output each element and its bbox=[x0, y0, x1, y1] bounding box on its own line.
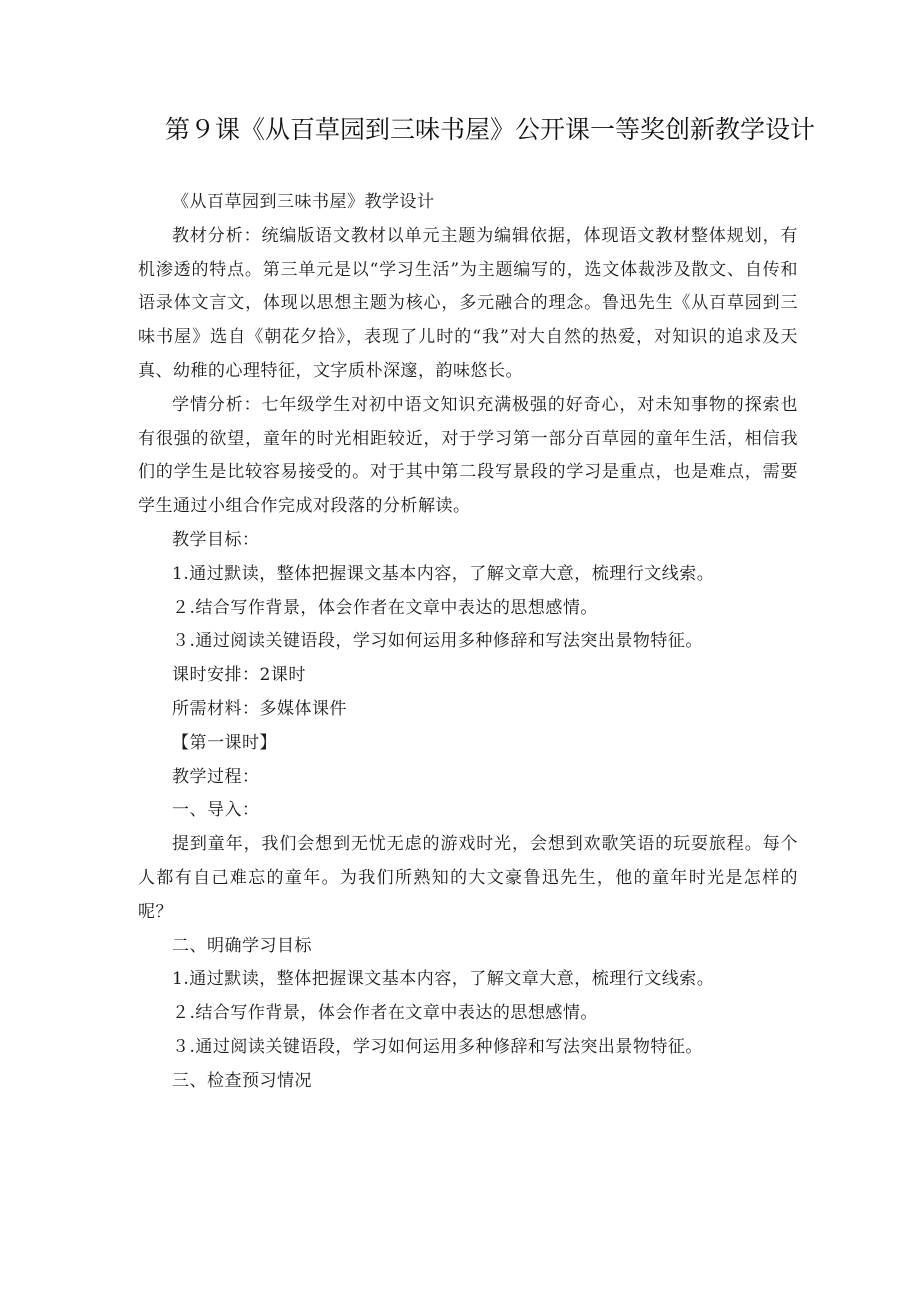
paragraph-goal-3: ３.通过阅读关键语段，学习如何运用多种修辞和写法突出景物特征。 bbox=[172, 1036, 703, 1057]
paragraph-first-lesson: 【第一课时】 bbox=[172, 732, 277, 753]
paragraph-subtitle: 《从百草园到三味书屋》教学设计 bbox=[172, 192, 435, 212]
paragraph-section-intro: 一、导入： bbox=[172, 800, 260, 821]
paragraph-goal-2: ２.结合写作背景，体会作者在文章中表达的思想感情。 bbox=[172, 1003, 598, 1024]
paragraph-textbook-analysis: 教材分析：统编版语文教材以单元主题为编辑依据，体现语文教材整体规划，有机渗透的特点。第三单元是以“学习生活”为主题编写的，选文体裁涉及散文、自传和语录体文言文，体现以思想主题为核心，多元融合的理念。鲁迅先生《从百草园到三味书屋》选自《朝花夕拾》，表现了儿时的“我”对大自然的热爱，对知识的追求及天真、幼稚的心理特征，文字质朴深邃，韵味悠长。 bbox=[138, 225, 798, 381]
paragraph-objective-2: ２.结合写作背景，体会作者在文章中表达的思想感情。 bbox=[172, 597, 598, 618]
paragraph-objectives-heading: 教学目标： bbox=[172, 529, 260, 550]
paragraph-materials: 所需材料：多媒体课件 bbox=[172, 698, 347, 719]
paragraph-section-goals: 二、明确学习目标 bbox=[172, 935, 312, 956]
paragraph-schedule: 课时安排：2课时 bbox=[172, 665, 306, 686]
paragraph-process-heading: 教学过程： bbox=[172, 766, 260, 787]
paragraph-student-analysis: 学情分析：七年级学生对初中语文知识充满极强的好奇心，对未知事物的探索也有很强的欲望，童年的时光相距较近，对于学习第一部分百草园的童年生活，相信我们的学生是比较容易接受的。对于其中第二段写景段的学习是重点，也是难点，需要学生通过小组合作完成对段落的分析解读。 bbox=[138, 394, 798, 517]
paragraph-objective-1: 1.通过默读，整体把握课文基本内容，了解文章大意，梳理行文线索。 bbox=[172, 563, 715, 584]
document-title: 第９课《从百草园到三味书屋》公开课一等奖创新教学设计 bbox=[164, 115, 815, 144]
paragraph-goal-1: 1.通过默读，整体把握课文基本内容，了解文章大意，梳理行文线索。 bbox=[172, 969, 715, 990]
document-body bbox=[138, 186, 798, 1099]
paragraph-objective-3: ３.通过阅读关键语段，学习如何运用多种修辞和写法突出景物特征。 bbox=[172, 631, 703, 652]
paragraph-section-preview: 三、检查预习情况 bbox=[172, 1070, 312, 1091]
paragraph-intro-text: 提到童年，我们会想到无忧无虑的游戏时光，会想到欢歌笑语的玩耍旅程。每个人都有自己难忘的童年。为我们所熟知的大文豪鲁迅先生，他的童年时光是怎样的呢？ bbox=[138, 834, 798, 922]
